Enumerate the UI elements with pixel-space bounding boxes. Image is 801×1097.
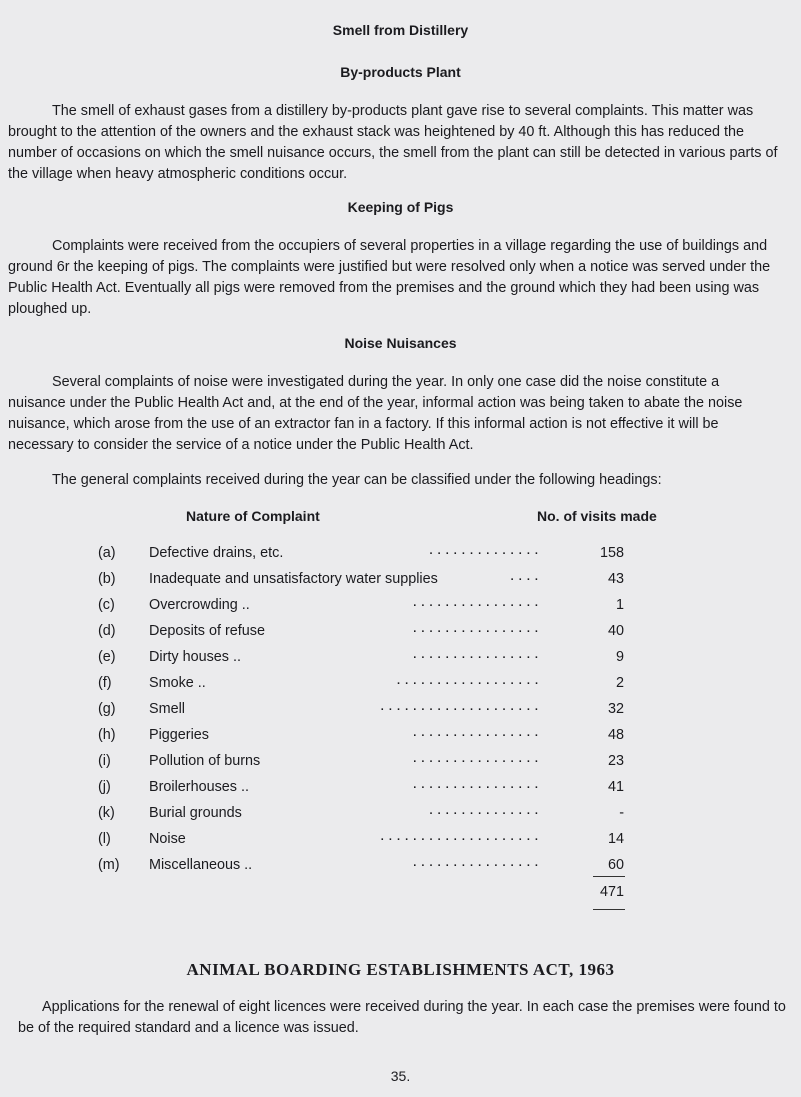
row-leader-dots: . . . . . . . . . . . . . . . . bbox=[413, 753, 539, 765]
row-letter: (j) bbox=[98, 779, 111, 795]
row-label: Smoke .. bbox=[149, 675, 206, 691]
paragraph-animal-boarding bbox=[18, 997, 788, 1039]
table-row bbox=[0, 545, 801, 571]
row-label: Pollution of burns bbox=[149, 753, 261, 769]
paragraph-general-text: The general complaints received during the year can be classified under the following headings: bbox=[52, 472, 662, 488]
row-leader-dots: . . . . . . . . . . . . . . . . . . . . bbox=[380, 831, 539, 843]
paragraph-byproducts-text: The smell of exhaust gases from a distillery by-products plant gave rise to several complaints. This matter was brought to the attention of the owners and the exhaust stack was heightened by 40 ft. Although this has reduced the number of occasions on which the smell nuisance occurs, the smell from the plant can still be detected in various parts of the village when heavy atmospheric conditions occur. bbox=[8, 103, 778, 182]
row-count: 158 bbox=[599, 545, 624, 561]
table-row bbox=[0, 649, 801, 675]
row-count: 48 bbox=[607, 727, 624, 743]
row-count: 32 bbox=[607, 701, 624, 717]
column-header-nature: Nature of Complaint bbox=[186, 508, 320, 524]
row-letter: (m) bbox=[98, 857, 120, 873]
row-count: 60 bbox=[607, 857, 624, 873]
row-letter: (g) bbox=[98, 701, 116, 717]
row-leader-dots: . . . . bbox=[510, 571, 539, 583]
page-number: 35. bbox=[390, 1068, 411, 1084]
paragraph-general bbox=[8, 470, 780, 491]
row-letter: (d) bbox=[98, 623, 116, 639]
row-leader-dots: . . . . . . . . . . . . . . bbox=[429, 545, 539, 557]
table-row bbox=[0, 753, 801, 779]
row-letter: (b) bbox=[98, 571, 116, 587]
row-leader-dots: . . . . . . . . . . . . . . . . . . . . bbox=[380, 701, 539, 713]
row-count: 1 bbox=[615, 597, 624, 613]
table-row bbox=[0, 727, 801, 753]
row-letter: (f) bbox=[98, 675, 112, 691]
page-title: Smell from Distillery bbox=[332, 22, 469, 38]
row-letter: (a) bbox=[98, 545, 116, 561]
row-label: Broilerhouses .. bbox=[149, 779, 249, 795]
row-letter: (c) bbox=[98, 597, 115, 613]
row-count: 9 bbox=[615, 649, 624, 665]
row-label: Inadequate and unsatisfactory water supplies bbox=[149, 571, 438, 587]
total-count: 471 bbox=[599, 884, 624, 900]
table-row bbox=[0, 857, 801, 883]
row-letter: (h) bbox=[98, 727, 116, 743]
row-letter: (l) bbox=[98, 831, 111, 847]
section-heading-noise: Noise Nuisances bbox=[344, 335, 457, 351]
total-row bbox=[0, 884, 801, 910]
paragraph-noise bbox=[8, 372, 780, 456]
table-row bbox=[0, 675, 801, 701]
row-count: 40 bbox=[607, 623, 624, 639]
row-leader-dots: . . . . . . . . . . . . . . . . bbox=[413, 779, 539, 791]
row-label: Miscellaneous .. bbox=[149, 857, 253, 873]
table-row bbox=[0, 597, 801, 623]
row-leader-dots: . . . . . . . . . . . . . . . . bbox=[413, 623, 539, 635]
row-letter: (k) bbox=[98, 805, 115, 821]
row-count: 14 bbox=[607, 831, 624, 847]
row-leader-dots: . . . . . . . . . . . . . . . . . . bbox=[397, 675, 539, 687]
paragraph-pigs-text: Complaints were received from the occupiers of several properties in a village regarding the use of buildings and ground 6r the keeping of pigs. The complaints were justified but were resolved only when a notice was served under the Public Health Act. Eventually all pigs were removed from the premises and the ground which they had been using was ploughed up. bbox=[8, 238, 771, 317]
table-row bbox=[0, 831, 801, 857]
row-letter: (e) bbox=[98, 649, 116, 665]
column-header-visits: No. of visits made bbox=[537, 508, 657, 524]
row-leader-dots: . . . . . . . . . . . . . . . . bbox=[413, 727, 539, 739]
row-leader-dots: . . . . . . . . . . . . . . . . bbox=[413, 857, 539, 869]
row-count: 43 bbox=[607, 571, 624, 587]
row-label: Deposits of refuse bbox=[149, 623, 265, 639]
row-letter: (i) bbox=[98, 753, 111, 769]
row-label: Defective drains, etc. bbox=[149, 545, 284, 561]
row-label: Noise bbox=[149, 831, 186, 847]
row-leader-dots: . . . . . . . . . . . . . . . . bbox=[413, 597, 539, 609]
table-row bbox=[0, 805, 801, 831]
section-heading-pigs: Keeping of Pigs bbox=[347, 199, 454, 215]
total-rule bbox=[593, 909, 625, 910]
paragraph-byproducts bbox=[8, 101, 780, 185]
section-heading-byproducts: By-products Plant bbox=[340, 64, 461, 80]
row-count: 23 bbox=[607, 753, 624, 769]
subtotal-rule bbox=[593, 876, 625, 877]
row-count: - bbox=[619, 805, 624, 821]
table-row bbox=[0, 701, 801, 727]
row-label: Overcrowding .. bbox=[149, 597, 250, 613]
row-count: 2 bbox=[615, 675, 624, 691]
table-row bbox=[0, 623, 801, 649]
row-label: Burial grounds bbox=[149, 805, 242, 821]
section-heading-animal-boarding: ANIMAL BOARDING ESTABLISHMENTS ACT, 1963 bbox=[186, 960, 615, 979]
row-label: Piggeries bbox=[149, 727, 209, 743]
row-label: Smell bbox=[149, 701, 185, 717]
paragraph-noise-text: Several complaints of noise were investigated during the year. In only one case did the noise constitute a nuisance under the Public Health Act and, at the end of the year, informal action was being taken to abate the noise nuisance, which arose from the use of an extractor fan in a factory. If this informal action is not effective it will be necessary to consider the service of a notice under the Public Health Act. bbox=[8, 374, 743, 453]
row-leader-dots: . . . . . . . . . . . . . . bbox=[429, 805, 539, 817]
paragraph-animal-boarding-text: Applications for the renewal of eight licences were received during the year. In each case the premises were found to be of the required standard and a licence was issued. bbox=[18, 999, 786, 1036]
row-label: Dirty houses .. bbox=[149, 649, 241, 665]
row-count: 41 bbox=[607, 779, 624, 795]
paragraph-pigs bbox=[8, 236, 780, 320]
table-row bbox=[0, 779, 801, 805]
table-row bbox=[0, 571, 801, 597]
row-leader-dots: . . . . . . . . . . . . . . . . bbox=[413, 649, 539, 661]
